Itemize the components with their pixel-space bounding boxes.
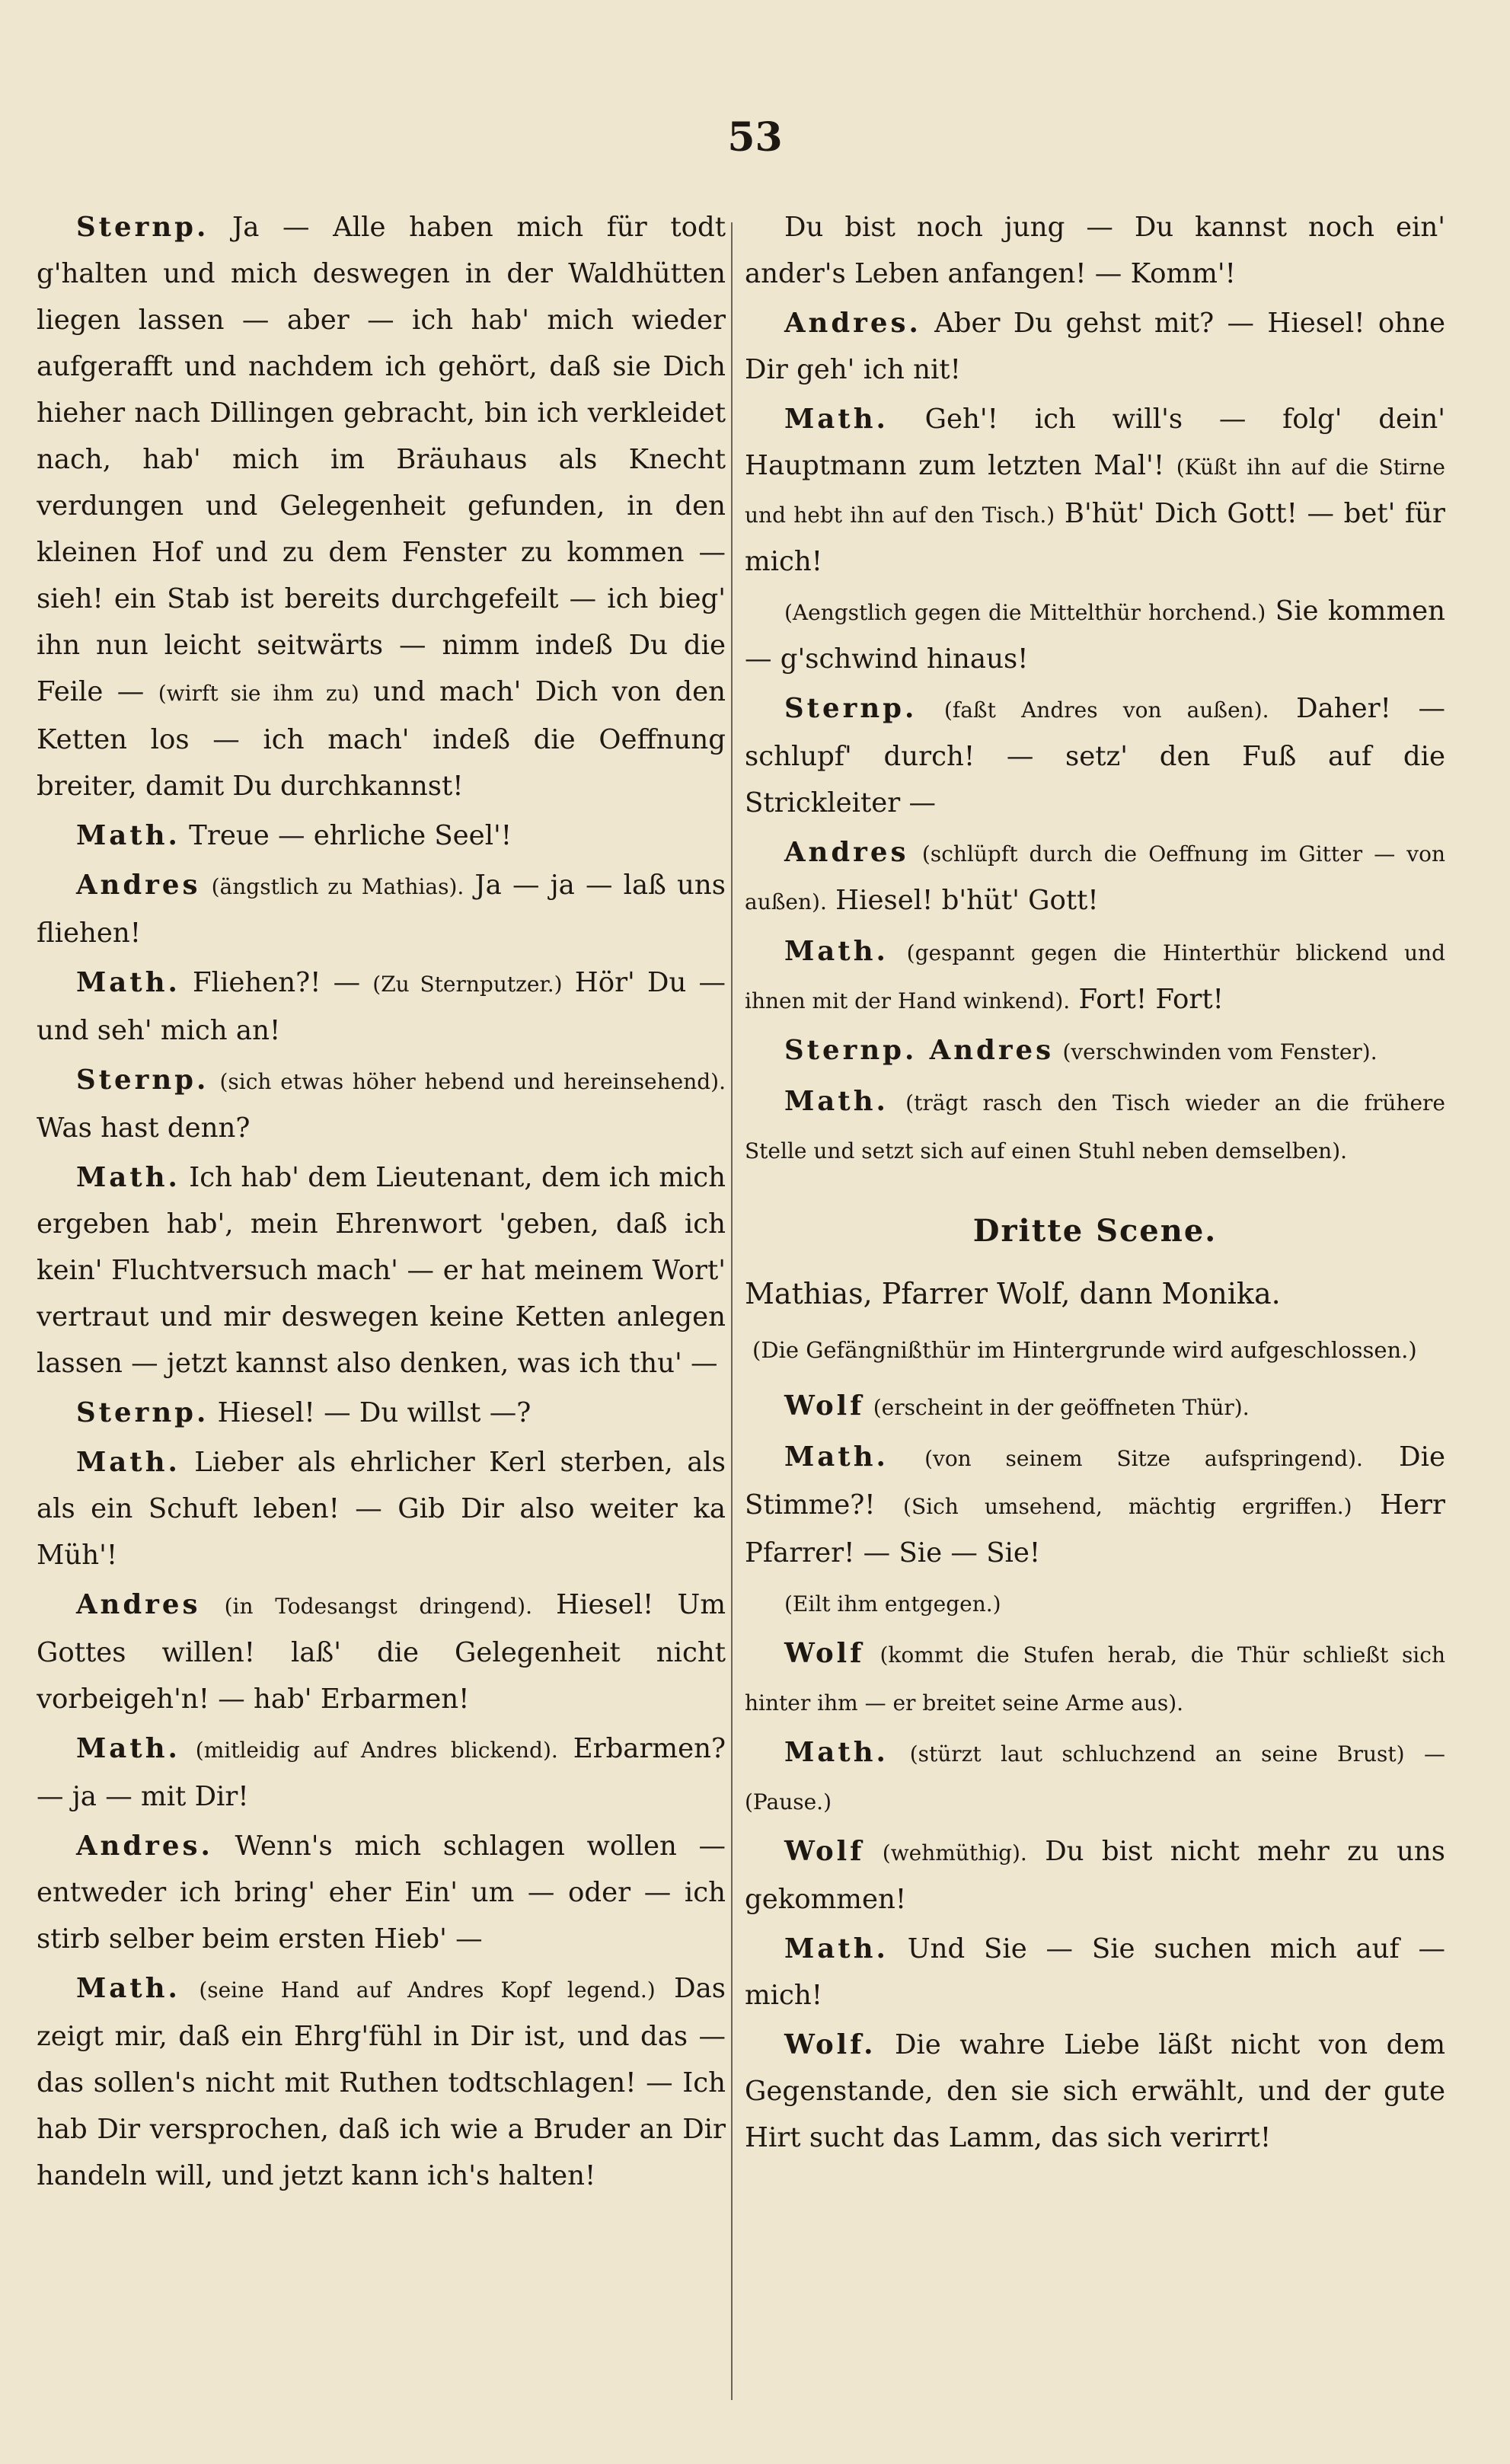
dialogue-text: Die Stimme?! (745, 1441, 1445, 1521)
dialogue-paragraph (745, 396, 1445, 585)
speaker-name: Math. (784, 936, 889, 967)
dialogue-paragraph (745, 1078, 1445, 1174)
stage-direction: (erscheint in der geöffneten Thür). (873, 1395, 1250, 1420)
speaker-name: Sternp. (76, 1397, 209, 1428)
speaker-name: Sternp. (784, 693, 918, 724)
dialogue-text: B'hüt' Dich Gott! — bet' für mich! (745, 498, 1445, 577)
page-number: 53 (727, 114, 783, 161)
stage-direction: (wirft sie ihm zu) (158, 681, 359, 706)
stage-direction: (in Todesangst dringend). (224, 1594, 533, 1619)
stage-direction: (stürzt laut schluchzend an seine Brust) — (Pause.) (745, 1741, 1445, 1814)
dialogue-text: Lieber als ehrlicher Kerl sterben, als als ein Schuft leben! — Gib Dir also weiter ka Müh'! (37, 1447, 726, 1571)
speaker-name: Andres. (76, 1830, 213, 1862)
dialogue-text: Herr Pfarrer! — Sie — Sie! (745, 1489, 1445, 1569)
dialogue-paragraph (745, 588, 1445, 682)
dialogue-paragraph (745, 1027, 1445, 1075)
dialogue-paragraph (37, 1057, 726, 1151)
dialogue-text: Du bist noch jung — Du kannst noch ein' ander's Leben anfangen! — Komm'! (745, 212, 1445, 289)
speaker-name: Math. (784, 1441, 889, 1473)
dialogue-paragraph (37, 1581, 726, 1722)
stage-direction: (sich etwas höher hebend und hereinsehend). (219, 1069, 726, 1094)
stage-direction: (gespannt gegen die Hinterthür blickend und ihnen mit der Hand winkend). (745, 940, 1445, 1013)
left-column (37, 204, 726, 2427)
dialogue-text: Das zeigt mir, daß ein Ehrg'fühl in Dir ist, und das — das sollen's nicht mit Ruthen todtschlagen! — Ich hab Dir versprochen, daß ich wie a Bruder an Dir handeln will, und jetzt kann ich's halten! (37, 1973, 726, 2191)
dialogue-text: Ja — ja — laß uns fliehen! (37, 870, 726, 949)
speaker-name: Andres (76, 870, 201, 901)
dialogue-paragraph (745, 1579, 1445, 1627)
dialogue-paragraph (37, 1154, 726, 1387)
dialogue-text: Aber Du gehst mit? — Hiesel! ohne Dir geh' ich nit! (745, 308, 1445, 385)
speaker-name: Andres. (784, 308, 921, 339)
dialogue-paragraph (37, 1725, 726, 1820)
speaker-name: Andres (76, 1589, 201, 1620)
dialogue-text: Hiesel! — Du willst —? (217, 1397, 532, 1428)
dialogue-paragraph (37, 1390, 726, 1436)
stage-direction: (seine Hand auf Andres Kopf legend.) (199, 1977, 656, 2003)
right-column (745, 204, 1445, 2427)
stage-direction: (Sich umsehend, mächtig ergriffen.) (903, 1494, 1352, 1519)
dialogue-text: Fliehen?! — (193, 967, 361, 998)
stage-direction: (faßt Andres von außen). (943, 697, 1269, 723)
dialogue-paragraph (37, 204, 726, 809)
dialogue-text: Sie kommen — g'schwind hinaus! (745, 595, 1445, 675)
dialogue-paragraph (37, 862, 726, 956)
speaker-name: Math. (76, 1162, 180, 1193)
scene-heading: Dritte Scene. (972, 1213, 1218, 1249)
speaker-name: Wolf (784, 1638, 865, 1669)
speaker-name: Math. (784, 404, 889, 435)
dialogue-text: Was hast denn? (37, 1112, 251, 1144)
dialogue-paragraph (745, 1383, 1445, 1431)
dialogue-paragraph (745, 300, 1445, 393)
stage-direction: (schlüpft durch die Oeffnung im Gitter — von außen). (745, 841, 1445, 914)
dialogue-paragraph (745, 1828, 1445, 1923)
dialogue-paragraph (745, 1729, 1445, 1825)
dialogue-paragraph (37, 812, 726, 859)
dialogue-paragraph (745, 1926, 1445, 2019)
column-divider (731, 222, 733, 2400)
speaker-name: Sternp. (76, 1064, 209, 1096)
speaker-name: Math. (784, 1086, 889, 1117)
dialogue-text: Fort! Fort! (1078, 984, 1224, 1015)
stage-direction: (Küßt ihn auf die Stirne und hebt ihn auf den Tisch.) (745, 455, 1445, 528)
stage-direction: (mitleidig auf Andres blickend). (195, 1738, 558, 1763)
speaker-name: Wolf. (784, 2029, 876, 2060)
speaker-name: Math. (76, 967, 180, 998)
dialogue-paragraph (745, 2022, 1445, 2161)
stage-direction: (verschwinden vom Fenster). (1062, 1039, 1378, 1064)
dialogue-text: und mach' Dich von den Ketten los — ich mach' indeß die Oeffnung breiter, damit Du durchkannst! (37, 676, 726, 802)
dialogue-paragraph (745, 1434, 1445, 1576)
dialogue-text: Hiesel! b'hüt' Gott! (835, 885, 1099, 916)
dialogue-text: Und Sie — Sie suchen mich auf — mich! (745, 1933, 1445, 2011)
speaker-name: Wolf (784, 1390, 865, 1422)
speaker-name: Wolf (784, 1836, 865, 1867)
speaker-name: Sternp. Andres (784, 1035, 1055, 1066)
stage-direction: (kommt die Stufen herab, die Thür schließt sich hinter ihm — er breitet seine Arme aus). (745, 1642, 1445, 1716)
dialogue-text: Die wahre Liebe läßt nicht von dem Gegenstande, den sie sich erwählt, und der gute Hirt sucht das Lamm, das sich verirrt! (745, 2029, 1445, 2153)
dialogue-text: Hör' Du — und seh' mich an! (37, 967, 726, 1046)
stage-direction: (Eilt ihm entgegen.) (784, 1591, 1001, 1617)
dialogue-text: Wenn's mich schlagen wollen — entweder ich bring' eher Ein' um — oder — ich stirb selber beim ersten Hieb' — (37, 1830, 726, 1955)
dialogue-text: Ja — Alle haben mich für todt g'halten und mich deswegen in der Waldhütten liegen lassen — aber — ich hab' mich wieder aufgerafft und nachdem ich gehört, daß sie Dich hieher nach Dillingen gebracht, bin ich verkleidet nach, hab' mich im Bräuhaus als Knecht verdungen und Gelegenheit gefunden, in den kleinen Hof und zu dem Fenster zu kommen — sieh! ein Stab ist bereits durchgefeilt — ich bieg' ihn nun leicht seitwärts — nimm indeß Du die Feile — (37, 212, 726, 707)
stage-direction: (Zu Sternputzer.) (372, 972, 563, 997)
stage-direction: (wehmüthig). (882, 1840, 1027, 1866)
dialogue-paragraph (745, 685, 1445, 826)
scene-direction: (Die Gefängnißthür im Hintergrunde wird aufgeschlossen.) (752, 1337, 1417, 1363)
dialogue-paragraph (745, 928, 1445, 1024)
stage-direction: (ängstlich zu Mathias). (211, 874, 464, 899)
dialogue-paragraph (745, 204, 1445, 297)
speaker-name: Sternp. (76, 212, 209, 243)
dialogue-text: Daher! — schlupf' durch! — setz' den Fuß auf die Strickleiter — (745, 693, 1445, 819)
stage-direction: (von seinem Sitze aufspringend). (924, 1446, 1363, 1471)
dialogue-paragraph (37, 1965, 726, 2199)
speaker-name: Math. (76, 1973, 180, 2004)
stage-direction: (Aengstlich gegen die Mittelthür horchend.) (784, 600, 1266, 625)
speaker-name: Math. (784, 1737, 889, 1768)
dialogue-paragraph (37, 959, 726, 1054)
dialogue-text: Erbarmen? — ja — mit Dir! (37, 1733, 726, 1812)
dialogue-text: Treue — ehrliche Seel'! (189, 820, 512, 851)
dialogue-text: Du bist nicht mehr zu uns gekommen! (745, 1836, 1445, 1915)
dialogue-paragraph (37, 1823, 726, 1962)
speaker-name: Math. (76, 820, 180, 851)
dialogue-paragraph (745, 829, 1445, 925)
cast-line: Mathias, Pfarrer Wolf, dann Monika. (745, 1277, 1281, 1310)
speaker-name: Andres (784, 837, 909, 868)
speaker-name: Math. (76, 1447, 180, 1478)
dialogue-text: Hiesel! Um Gottes willen! laß' die Gelegenheit nicht vorbeigeh'n! — hab' Erbarmen! (37, 1589, 726, 1715)
dialogue-paragraph (37, 1439, 726, 1578)
dialogue-text: Ich hab' dem Lieutenant, dem ich mich ergeben hab', mein Ehrenwort 'geben, daß ich kein' Fluchtversuch mach' — er hat meinem Wort' vertraut und mir deswegen keine Ketten anlegen lassen — jetzt kannst also denken, was ich thu' — (37, 1162, 726, 1379)
dialogue-text: Geh'! ich will's — folg' dein' Hauptmann zum letzten Mal'! (745, 404, 1445, 481)
stage-direction: (trägt rasch den Tisch wieder an die frühere Stelle und setzt sich auf einen Stuhl neben demselben). (745, 1090, 1445, 1163)
speaker-name: Math. (76, 1733, 180, 1764)
dialogue-paragraph (745, 1630, 1445, 1726)
speaker-name: Math. (784, 1933, 889, 1964)
